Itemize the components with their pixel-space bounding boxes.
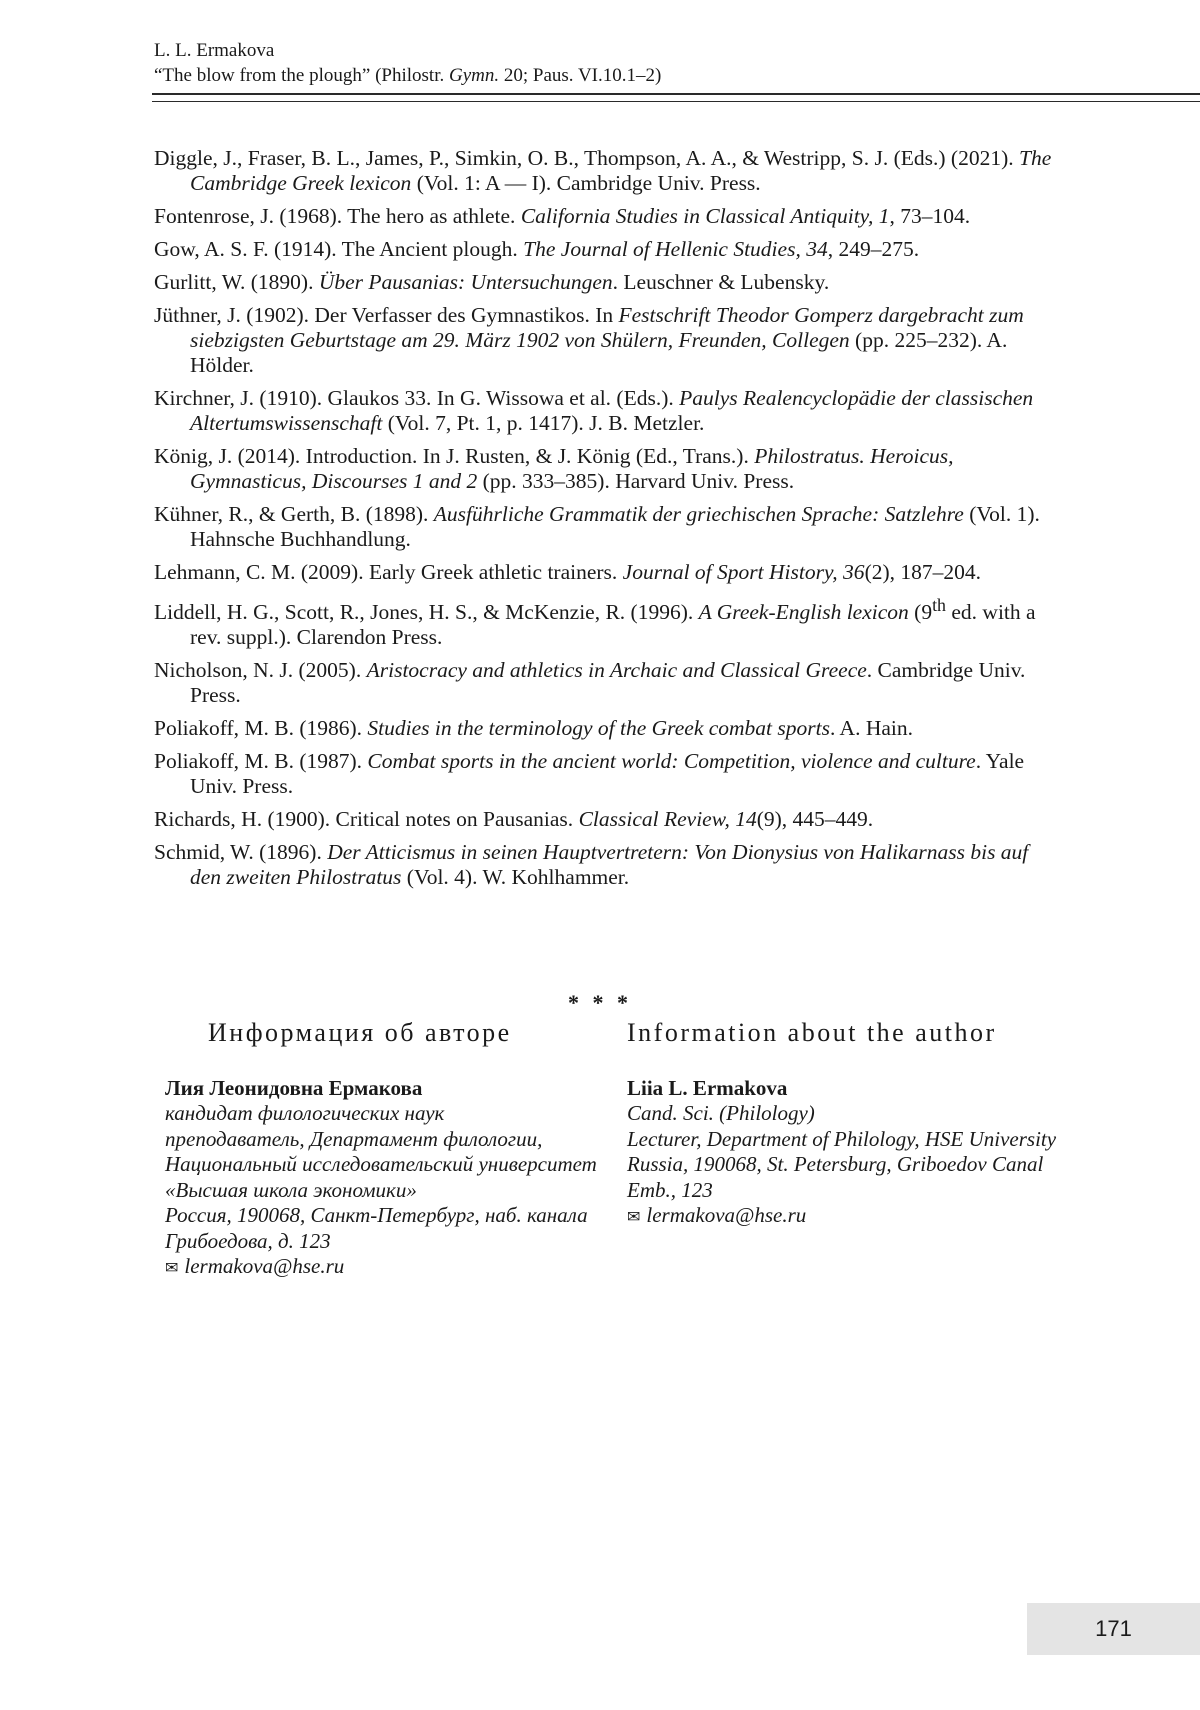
reference-item: Kühner, R., & Gerth, B. (1898). Ausführliche Grammatik der griechischen Sprache: Satzlehre (Vol. 1). Hahnsche Buchhandlung. — [154, 502, 1054, 552]
email-link[interactable]: lermakova@hse.ru — [646, 1203, 806, 1227]
author-degree-ru: кандидат филологических наук — [165, 1101, 605, 1127]
running-header — [154, 38, 661, 88]
reference-item: Kirchner, J. (1910). Glaukos 33. In G. Wissowa et al. (Eds.). Paulys Realencyclopädie der classischen Altertumswissenschaft (Vol. 7, Pt. 1, p. 1417). J. B. Metzler. — [154, 386, 1054, 436]
author-degree-en: Cand. Sci. (Philology) — [627, 1101, 1067, 1127]
author-position-ru: преподаватель, Департамент филологии, Национальный исследовательский университет «Высшая школа экономики» — [165, 1127, 605, 1204]
mail-icon: ✉ — [627, 1209, 640, 1226]
author-position-en: Lecturer, Department of Philology, HSE University — [627, 1127, 1067, 1153]
reference-item: Nicholson, N. J. (2005). Aristocracy and athletics in Archaic and Classical Greece. Cambridge Univ. Press. — [154, 658, 1054, 708]
reference-item: Schmid, W. (1896). Der Atticismus in seinen Hauptvertretern: Von Dionysius von Halikarnass bis auf den zweiten Philostratus (Vol. 4). W. Kohlhammer. — [154, 840, 1054, 890]
reference-list — [154, 146, 1054, 898]
header-rule-thick — [152, 93, 1200, 95]
reference-item: König, J. (2014). Introduction. In J. Rusten, & J. König (Ed., Trans.). Philostratus. Heroicus, Gymnasticus, Discourses 1 and 2 (pp. 333–385). Harvard Univ. Press. — [154, 444, 1054, 494]
reference-item: Gurlitt, W. (1890). Über Pausanias: Untersuchungen. Leuschner & Lubensky. — [154, 270, 1054, 295]
author-address-en: Russia, 190068, St. Petersburg, Griboedov Canal Emb., 123 — [627, 1152, 1067, 1203]
author-name-ru: Лия Леонидовна Ермакова — [165, 1076, 605, 1102]
reference-item: Poliakoff, M. B. (1986). Studies in the terminology of the Greek combat sports. A. Hain. — [154, 716, 1054, 741]
section-separator: * * * — [0, 990, 1200, 1016]
mail-icon: ✉ — [165, 1260, 178, 1277]
reference-item: Diggle, J., Fraser, B. L., James, P., Simkin, O. B., Thompson, A. A., & Westripp, S. J. (Eds.) (2021). The Cambridge Greek lexicon (Vol. 1: A — I). Cambridge Univ. Press. — [154, 146, 1054, 196]
reference-item: Jüthner, J. (1902). Der Verfasser des Gymnastikos. In Festschrift Theodor Gomperz dargebracht zum siebzigsten Geburtstage am 29. März 1902 von Shülern, Freunden, Collegen (pp. 225–232). A. Hölder. — [154, 303, 1054, 378]
author-info-ru-heading: Информация об авторе — [208, 1020, 605, 1046]
author-info-ru — [165, 1020, 605, 1282]
author-info-en — [627, 1020, 1067, 1231]
reference-item: Gow, A. S. F. (1914). The Ancient plough. The Journal of Hellenic Studies, 34, 249–275. — [154, 237, 1054, 262]
author-info-en-heading: Information about the author — [627, 1020, 1067, 1046]
reference-item: Poliakoff, M. B. (1987). Combat sports in the ancient world: Competition, violence and culture. Yale Univ. Press. — [154, 749, 1054, 799]
reference-item: Richards, H. (1900). Critical notes on Pausanias. Classical Review, 14(9), 445–449. — [154, 807, 1054, 832]
reference-item: Fontenrose, J. (1968). The hero as athlete. California Studies in Classical Antiquity, 1, 73–104. — [154, 204, 1054, 229]
reference-item: Lehmann, C. M. (2009). Early Greek athletic trainers. Journal of Sport History, 36(2), 187–204. — [154, 560, 1054, 585]
header-title: “The blow from the plough” (Philostr. Gymn. 20; Paus. VI.10.1–2) — [154, 63, 661, 88]
author-name-en: Liia L. Ermakova — [627, 1076, 1067, 1102]
reference-item: Liddell, H. G., Scott, R., Jones, H. S., & McKenzie, R. (1996). A Greek-English lexicon (9th ed. with a rev. suppl.). Clarendon Press. — [154, 593, 1054, 650]
author-email-en — [627, 1203, 1067, 1231]
page-number: 171 — [1027, 1603, 1200, 1655]
header-author: L. L. Ermakova — [154, 38, 661, 63]
author-address-ru: Россия, 190068, Санкт-Петербург, наб. канала Грибоедова, д. 123 — [165, 1203, 605, 1254]
email-link[interactable]: lermakova@hse.ru — [184, 1254, 344, 1278]
author-email-ru — [165, 1254, 605, 1282]
header-rule-thin — [152, 101, 1200, 102]
